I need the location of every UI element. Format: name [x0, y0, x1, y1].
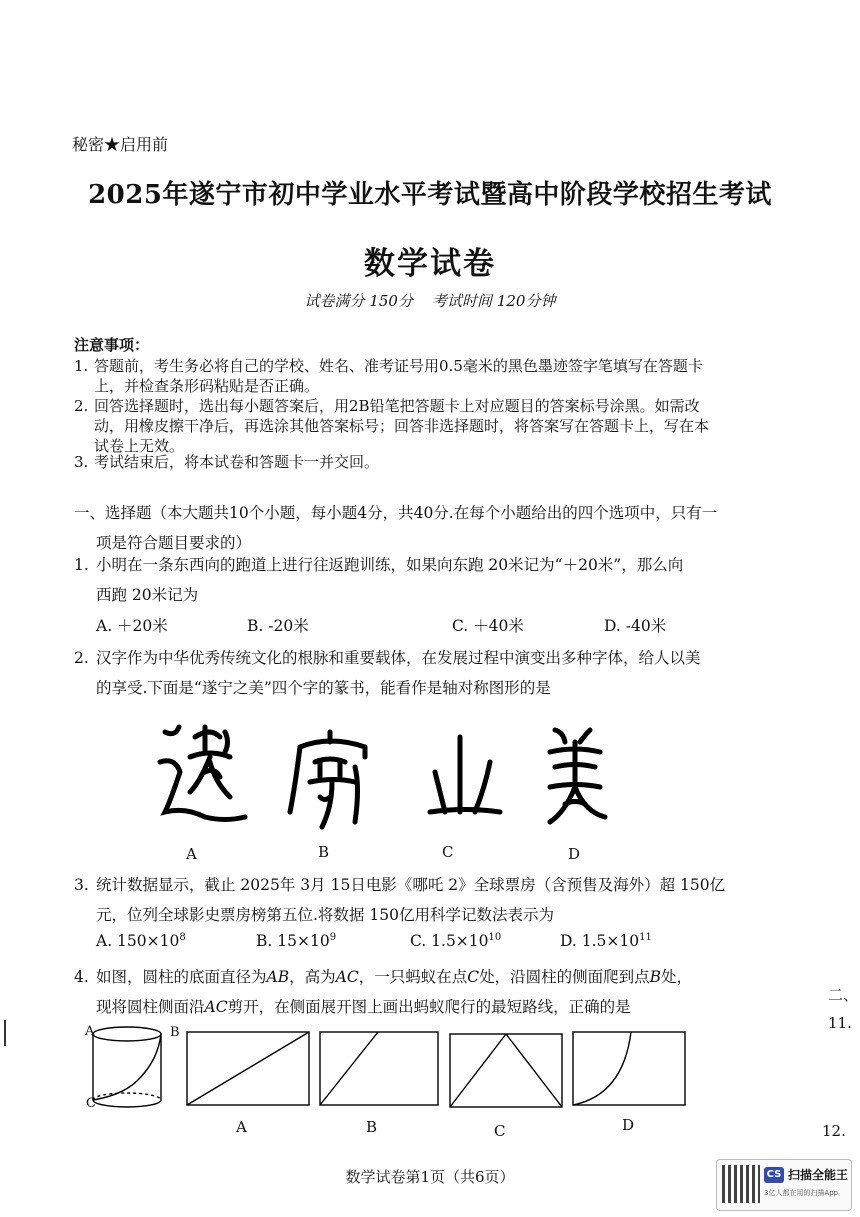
seal-glyph-d: [550, 730, 605, 822]
section-line-2: 项是符合题目要求的）: [96, 534, 252, 552]
option-c-figure: [450, 1034, 562, 1107]
q3-option-b: [256, 932, 336, 950]
segment-ac: AC: [335, 968, 359, 986]
question-1-line-2: 西跑 20米记为: [96, 586, 199, 604]
question-1: [74, 550, 734, 580]
question-4-line-2: [96, 992, 631, 1022]
scanner-brand: 扫描全能王: [788, 1168, 849, 1182]
option-text: C. 1.5×10: [410, 932, 489, 951]
q4-label-a: A: [236, 1118, 247, 1136]
note-number: 1.: [74, 357, 89, 375]
question-3-line-2: 元，位列全球影史票房榜第五位.将数据 150亿用科学记数法表示为: [96, 906, 554, 924]
notes-heading: 注意事项：: [74, 336, 150, 354]
q3-option-d: [560, 932, 652, 950]
question-number: 3.: [74, 876, 89, 894]
cylinder-label-c: C: [86, 1096, 96, 1111]
cylinder-label-a: A: [85, 1024, 95, 1039]
scanner-logo: CS: [764, 1167, 784, 1183]
question-text: 处，沿圆柱的侧面爬到点: [479, 968, 650, 986]
option-exponent: 8: [179, 932, 186, 943]
q1-option-c: C. ＋40米: [452, 617, 524, 635]
note-text: 回答选择题时，选出每小题答案后，用2B铅笔把答题卡上对应题目的答案标号涂黑。如需改动，用橡皮擦干净后，再选涂其他答案标号；回答非选择题时，将答案写在答题卡上，写在本试卷上无效。: [94, 397, 710, 455]
q1-option-a: A. ＋20米: [96, 617, 168, 635]
question-number: 1.: [74, 556, 89, 574]
note-text: 答题前，考生务必将自己的学校、姓名、准考证号用0.5毫米的黑色墨迹签字笔填写在答题卡上，并检查条形码粘贴是否正确。: [94, 357, 703, 395]
question-2: [74, 643, 734, 673]
time-label: 考试时间: [432, 292, 493, 310]
question-text: 汉字作为中华优秀传统文化的根脉和重要载体，在发展过程中演变出多种字体，给人以美: [96, 649, 701, 667]
q4-label-c: C: [494, 1122, 506, 1140]
option-text: A. 150×10: [96, 932, 180, 951]
question-number: 4.: [74, 968, 89, 986]
segment-ab: AB: [266, 968, 290, 986]
full-score-label: 试卷满分: [304, 292, 365, 310]
option-exponent: 9: [329, 932, 337, 943]
question-number: 2.: [74, 649, 89, 667]
option-exponent: 11: [639, 932, 652, 943]
cylinder-figure: [93, 1027, 161, 1107]
side-number-11: 11.: [828, 1014, 852, 1032]
side-section-mark: 二、: [828, 986, 859, 1004]
seal-glyph-b: [290, 732, 365, 827]
section-heading: [74, 498, 734, 558]
q2-label-c: C: [442, 843, 454, 861]
q3-option-c: [410, 932, 501, 950]
time-value: 120分钟: [496, 292, 556, 310]
question-text: 小明在一条东西向的跑道上进行往返跑训练，如果向东跑 20米记为“＋20米”，那么向: [96, 556, 684, 574]
exam-subtitle: 数学试卷: [364, 246, 496, 282]
exam-meta: [0, 290, 860, 311]
exam-title: 2025年遂宁市初中学业水平考试暨高中阶段学校招生考试: [88, 180, 772, 210]
full-score-value: 150分: [369, 292, 413, 310]
q3-option-a: [96, 932, 186, 950]
question-text: ，高为: [289, 968, 336, 986]
note-item: [74, 452, 724, 472]
qr-code-icon: [722, 1165, 760, 1203]
page-footer: 数学试卷第1页（共6页）: [345, 1168, 515, 1186]
q4-label-d: D: [622, 1116, 635, 1134]
question-text: 剪开，在侧面展开图上画出蚂蚁爬行的最短路线，正确的是: [227, 998, 631, 1016]
scanner-tagline: 3亿人都在用的扫描App: [764, 1189, 839, 1197]
question-4: [74, 962, 734, 992]
question-text: 现将圆柱侧面沿: [96, 998, 205, 1016]
q2-label-b: B: [318, 843, 330, 861]
question-text: ，一只蚂蚁在点: [358, 968, 468, 986]
segment-ac: AC: [204, 998, 228, 1016]
seal-glyph-a: [160, 727, 245, 820]
seal-script-figures: [150, 712, 630, 832]
section-line-1: 一、选择题（本大题共10个小题，每小题4分，共40分.在每个小题给出的四个选项中，只有一: [74, 504, 718, 522]
q2-label-d: D: [568, 845, 581, 863]
note-text: 考试结束后，将本试卷和答题卡一并交回。: [94, 453, 380, 471]
option-a-figure: [187, 1032, 309, 1105]
confidential-mark: 秘密★启用前: [72, 135, 169, 154]
question-text: 统计数据显示，截止 2025年 3月 15日电影《哪吒 2》全球票房（含预售及海外）超 150亿: [96, 876, 726, 894]
question-text: 如图，圆柱的底面直径为: [96, 968, 267, 986]
note-item: [74, 356, 724, 396]
q1-option-b: B. -20米: [247, 617, 309, 635]
side-number-12: 12.: [822, 1122, 846, 1140]
edge-mark: [4, 1020, 6, 1046]
point-b: B: [649, 968, 661, 986]
q4-label-b: B: [366, 1118, 378, 1136]
option-text: D. 1.5×10: [560, 932, 640, 951]
option-b-figure: [320, 1032, 438, 1105]
question-text: 处，: [660, 968, 692, 986]
q1-option-d: D. -40米: [604, 617, 667, 635]
cylinder-label-b: B: [170, 1025, 180, 1040]
note-item: [74, 396, 724, 456]
q2-label-a: A: [186, 845, 197, 863]
note-number: 3.: [74, 453, 89, 471]
option-d-figure: [573, 1032, 685, 1105]
option-exponent: 10: [488, 932, 502, 943]
seal-glyph-c: [430, 737, 500, 812]
option-text: B. 15×10: [256, 932, 330, 951]
question-2-line-2: 的享受.下面是“遂宁之美”四个字的篆书，能看作是轴对称图形的是: [96, 679, 551, 697]
note-number: 2.: [74, 397, 89, 415]
question-3: [74, 870, 734, 900]
point-c: C: [467, 968, 480, 986]
